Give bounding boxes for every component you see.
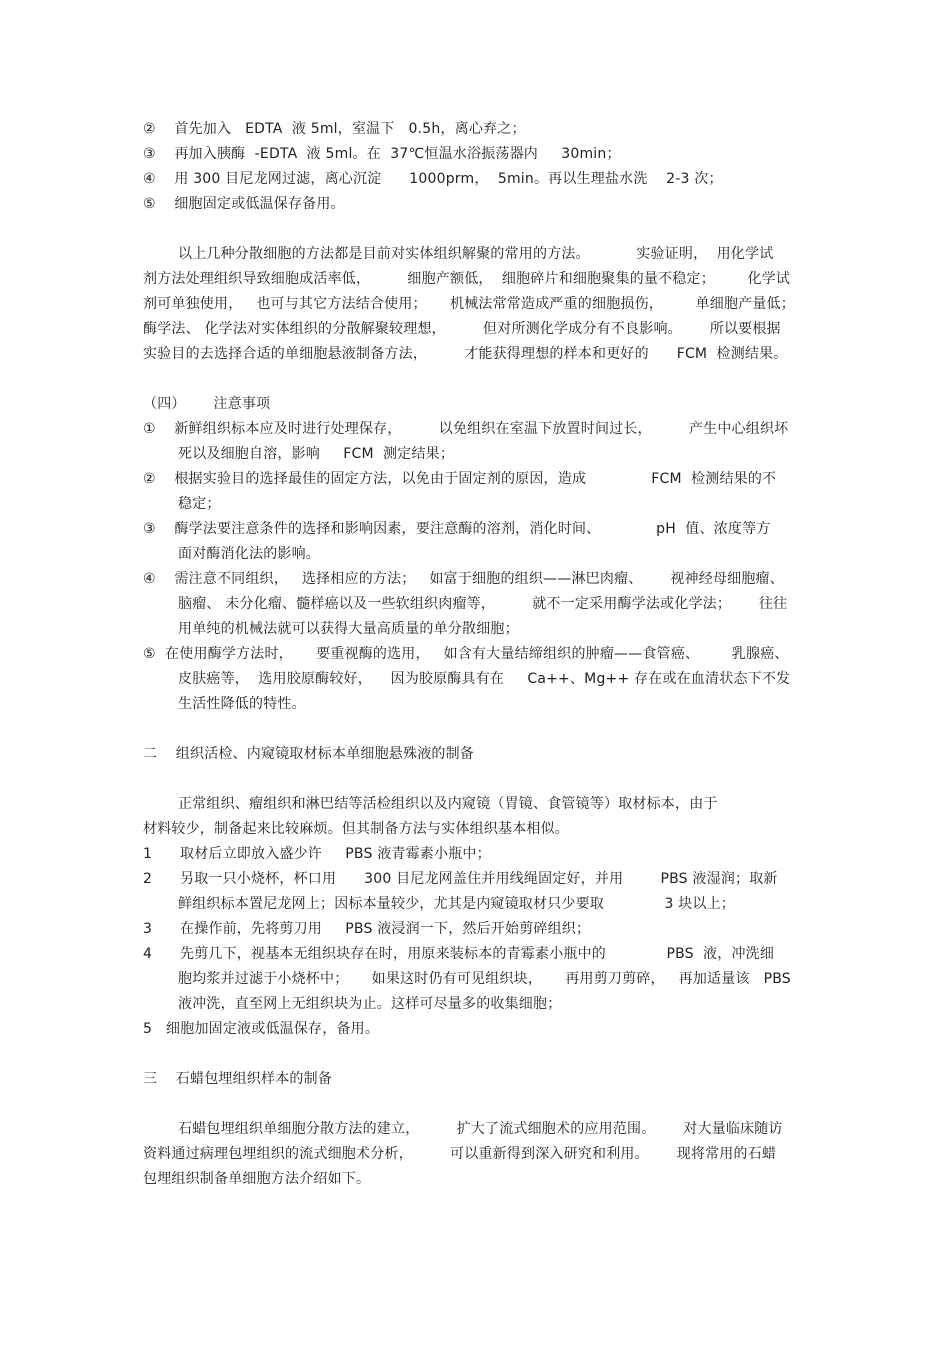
biopsy-step-4-line: 胞均浆并过滤于小烧杯中； 如果这时仍有可见组织块， 再用剪刀剪碎， 再加适量该 PBS — [178, 971, 791, 987]
note-3-line: ③ 酶学法要注意条件的选择和影响因素，要注意酶的溶剂，消化时间、 pH 值、浓度等方 — [143, 521, 771, 537]
paraffin-paragraph-line: 包埋组织制备单细胞方法介绍如下。 — [143, 1171, 371, 1187]
section-heading-biopsy: 二 组织活检、内窥镜取材标本单细胞悬殊液的制备 — [143, 746, 474, 762]
biopsy-step-4-line: 液冲洗，直至网上无组织块为止。这样可尽量多的收集细胞； — [178, 996, 562, 1012]
section-heading-notes: （四） 注意事项 — [143, 396, 271, 412]
note-5-line: 生活性降低的特性。 — [178, 696, 306, 712]
biopsy-step-5-line: 5 细胞加固定液或低温保存，备用。 — [143, 1021, 380, 1037]
paraffin-paragraph-line: 资料通过病理包埋组织的流式细胞术分析， 可以重新得到深入研究和利用。 现将常用的石蜡 — [143, 1146, 777, 1162]
biopsy-paragraph-line: 材料较少，制备起来比较麻烦。但其制备方法与实体组织基本相似。 — [143, 821, 569, 837]
step-4-line: ④ 用 300 目尼龙网过滤，离心沉淀 1000prm， 5min。再以生理盐水洗 2-3 次； — [143, 171, 723, 187]
note-1-line: ① 新鲜组织标本应及时进行处理保存， 以免组织在室温下放置时间过长， 产生中心组织坏 — [143, 421, 789, 437]
note-1-line: 死以及细胞自溶，影响 FCM 测定结果； — [178, 446, 455, 462]
note-2-line: ② 根据实验目的选择最佳的固定方法，以免由于固定剂的原因，造成 FCM 检测结果的不 — [143, 471, 777, 487]
biopsy-step-1-line: 1 取材后立即放入盛少许 PBS 液青霉素小瓶中； — [143, 846, 491, 862]
note-5-line: 皮肤癌等， 选用胶原酶较好， 因为胶原酶具有在 Ca++、Mg++ 存在或在血清状态下不发 — [178, 671, 791, 687]
summary-paragraph-line: 酶学法、 化学法对实体组织的分散解聚较理想， 但对所测化学成分有不良影响。 所以要根据 — [143, 321, 781, 337]
note-4-line: 用单纯的机械法就可以获得大量高质量的单分散细胞； — [178, 621, 519, 637]
biopsy-step-2-line: 2 另取一只小烧杯，杯口用 300 目尼龙网盖住并用线绳固定好，并用 PBS 液湿润；取新 — [143, 871, 778, 887]
note-5-line: ⑤ 在使用酶学方法时， 要重视酶的选用， 如含有大量结缔组织的肿瘤——食管癌、 乳腺癌、 — [143, 646, 789, 662]
note-4-line: ④ 需注意不同组织， 选择相应的方法； 如富于细胞的组织——淋巴肉瘤、 视神经母细胞瘤、 — [143, 571, 784, 587]
summary-paragraph-line: 剂可单独使用， 也可与其它方法结合使用； 机械法常常造成严重的细胞损伤， 单细胞产量低； — [143, 296, 795, 312]
summary-paragraph-line: 剂方法处理组织导致细胞成活率低， 细胞产额低， 细胞碎片和细胞聚集的量不稳定； 化学试 — [143, 271, 791, 287]
note-2-line: 稳定； — [178, 496, 221, 512]
paraffin-paragraph-line: 石蜡包埋组织单细胞分散方法的建立， 扩大了流式细胞术的应用范围。 对大量临床随访 — [178, 1121, 783, 1137]
note-3-line: 面对酶消化法的影响。 — [178, 546, 320, 562]
biopsy-step-3-line: 3 在操作前，先将剪刀用 PBS 液浸润一下，然后开始剪碎组织； — [143, 921, 591, 937]
summary-paragraph-line: 实验目的去选择合适的单细胞悬液制备方法， 才能获得理想的样本和更好的 FCM 检测结果。 — [143, 346, 788, 362]
biopsy-step-4-line: 4 先剪几下，视基本无组织块存在时，用原来装标本的青霉素小瓶中的 PBS 液，冲洗细 — [143, 946, 775, 962]
biopsy-step-2-line: 鲜组织标本置尼龙网上；因标本量较少，尤其是内窥镜取材只少要取 3 块以上； — [178, 896, 736, 912]
step-5-line: ⑤ 细胞固定或低温保存备用。 — [143, 196, 345, 212]
biopsy-paragraph-line: 正常组织、瘤组织和淋巴结等活检组织以及内窥镜（胃镜、食管镜等）取材标本，由于 — [178, 796, 718, 812]
step-2-line: ② 首先加入 EDTA 液 5ml，室温下 0.5h，离心弃之； — [143, 121, 526, 137]
step-3-line: ③ 再加入胰酶 -EDTA 液 5ml。在 37℃恒温水浴振荡器内 30min； — [143, 146, 621, 162]
note-4-line: 脑瘤、 未分化瘤、髓样癌以及一些软组织肉瘤等， 就不一定采用酶学法或化学法； 往往 — [178, 596, 788, 612]
section-heading-paraffin: 三 石蜡包埋组织样本的制备 — [143, 1071, 332, 1087]
summary-paragraph-line: 以上几种分散细胞的方法都是目前对实体组织解聚的常用的方法。 实验证明， 用化学试 — [178, 246, 774, 262]
